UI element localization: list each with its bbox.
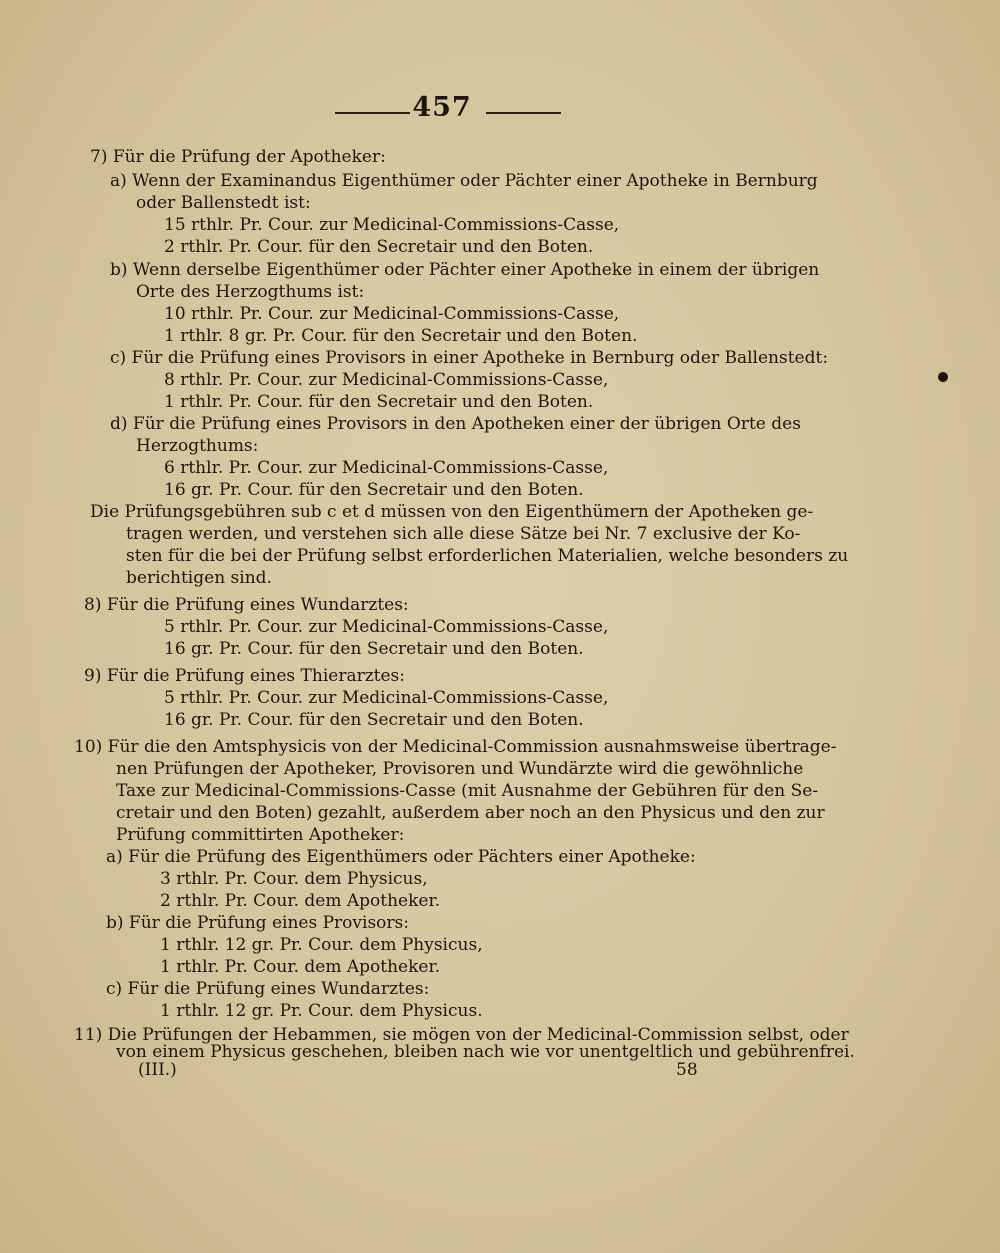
ink-blot bbox=[938, 372, 948, 382]
text-line: 2 rthlr. Pr. Cour. für den Secretair und den Boten. bbox=[164, 237, 594, 257]
text-line: sten für die bei der Prüfung selbst erforderlichen Materialien, welche besonders zu bbox=[126, 546, 849, 566]
text-line: 16 gr. Pr. Cour. für den Secretair und den Boten. bbox=[164, 480, 584, 500]
text-line: 1 rthlr. 8 gr. Pr. Cour. für den Secretair und den Boten. bbox=[164, 326, 638, 346]
text-line: 10) Für die den Amtsphysicis von der Medicinal-Commission ausnahmsweise übertrage- bbox=[74, 737, 837, 757]
text-line: c) Für die Prüfung eines Wundarztes: bbox=[106, 979, 430, 999]
text-line: d) Für die Prüfung eines Provisors in den Apotheken einer der übrigen Orte des bbox=[110, 414, 801, 434]
text-line: c) Für die Prüfung eines Provisors in einer Apotheke in Bernburg oder Ballenstedt: bbox=[110, 348, 829, 368]
text-line: tragen werden, und verstehen sich alle diese Sätze bei Nr. 7 exclusive der Ko- bbox=[126, 524, 801, 544]
page-header bbox=[0, 92, 1000, 132]
text-line: 5 rthlr. Pr. Cour. zur Medicinal-Commissions-Casse, bbox=[164, 688, 609, 708]
text-line: 7) Für die Prüfung der Apotheker: bbox=[90, 147, 386, 167]
text-line: 10 rthlr. Pr. Cour. zur Medicinal-Commissions-Casse, bbox=[164, 304, 620, 324]
text-line: 15 rthlr. Pr. Cour. zur Medicinal-Commissions-Casse, bbox=[164, 215, 620, 235]
text-line: 9) Für die Prüfung eines Thierarztes: bbox=[84, 666, 406, 686]
text-line: Taxe zur Medicinal-Commissions-Casse (mit Ausnahme der Gebühren für den Se- bbox=[116, 781, 819, 801]
text-line: Orte des Herzogthums ist: bbox=[136, 282, 365, 302]
sheet-number: 58 bbox=[676, 1060, 698, 1080]
text-line: 1 rthlr. Pr. Cour. für den Secretair und den Boten. bbox=[164, 392, 594, 412]
text-line: 1 rthlr. 12 gr. Pr. Cour. dem Physicus. bbox=[160, 1001, 483, 1021]
header-rule-right bbox=[486, 112, 561, 114]
text-line: 16 gr. Pr. Cour. für den Secretair und den Boten. bbox=[164, 710, 584, 730]
text-line: a) Wenn der Examinandus Eigenthümer oder Pächter einer Apotheke in Bernburg bbox=[110, 171, 818, 191]
text-line: b) Für die Prüfung eines Provisors: bbox=[106, 913, 409, 933]
text-line: a) Für die Prüfung des Eigenthümers oder Pächters einer Apotheke: bbox=[106, 847, 696, 867]
text-line: berichtigen sind. bbox=[126, 568, 272, 588]
text-line: 6 rthlr. Pr. Cour. zur Medicinal-Commissions-Casse, bbox=[164, 458, 609, 478]
text-line: b) Wenn derselbe Eigenthümer oder Pächter einer Apotheke in einem der übrigen bbox=[110, 260, 820, 280]
text-line: 8) Für die Prüfung eines Wundarztes: bbox=[84, 595, 409, 615]
page-number: 457 bbox=[412, 92, 472, 123]
text-line: Prüfung committirten Apotheker: bbox=[116, 825, 405, 845]
text-line: 3 rthlr. Pr. Cour. dem Physicus, bbox=[160, 869, 428, 889]
text-line: 1 rthlr. Pr. Cour. dem Apotheker. bbox=[160, 957, 441, 977]
text-line: 1 rthlr. 12 gr. Pr. Cour. dem Physicus, bbox=[160, 935, 483, 955]
header-rule-left bbox=[335, 112, 410, 114]
text-line: 16 gr. Pr. Cour. für den Secretair und den Boten. bbox=[164, 639, 584, 659]
text-line: 8 rthlr. Pr. Cour. zur Medicinal-Commissions-Casse, bbox=[164, 370, 609, 390]
text-line: 2 rthlr. Pr. Cour. dem Apotheker. bbox=[160, 891, 441, 911]
text-line: Die Prüfungsgebühren sub c et d müssen von den Eigenthümern der Apotheken ge- bbox=[90, 502, 814, 522]
text-line: 11) Die Prüfungen der Hebammen, sie mögen von der Medicinal-Commission selbst, oder bbox=[74, 1025, 849, 1045]
signature-mark: (III.) bbox=[138, 1060, 177, 1080]
text-line: cretair und den Boten) gezahlt, außerdem aber noch an den Physicus und den zur bbox=[116, 803, 825, 823]
text-line: nen Prüfungen der Apotheker, Provisoren und Wundärzte wird die gewöhnliche bbox=[116, 759, 804, 779]
text-line: von einem Physicus geschehen, bleiben nach wie vor unentgeltlich und gebührenfrei. bbox=[116, 1042, 855, 1062]
text-line: 5 rthlr. Pr. Cour. zur Medicinal-Commissions-Casse, bbox=[164, 617, 609, 637]
text-line: Herzogthums: bbox=[136, 436, 259, 456]
text-line: oder Ballenstedt ist: bbox=[136, 193, 311, 213]
